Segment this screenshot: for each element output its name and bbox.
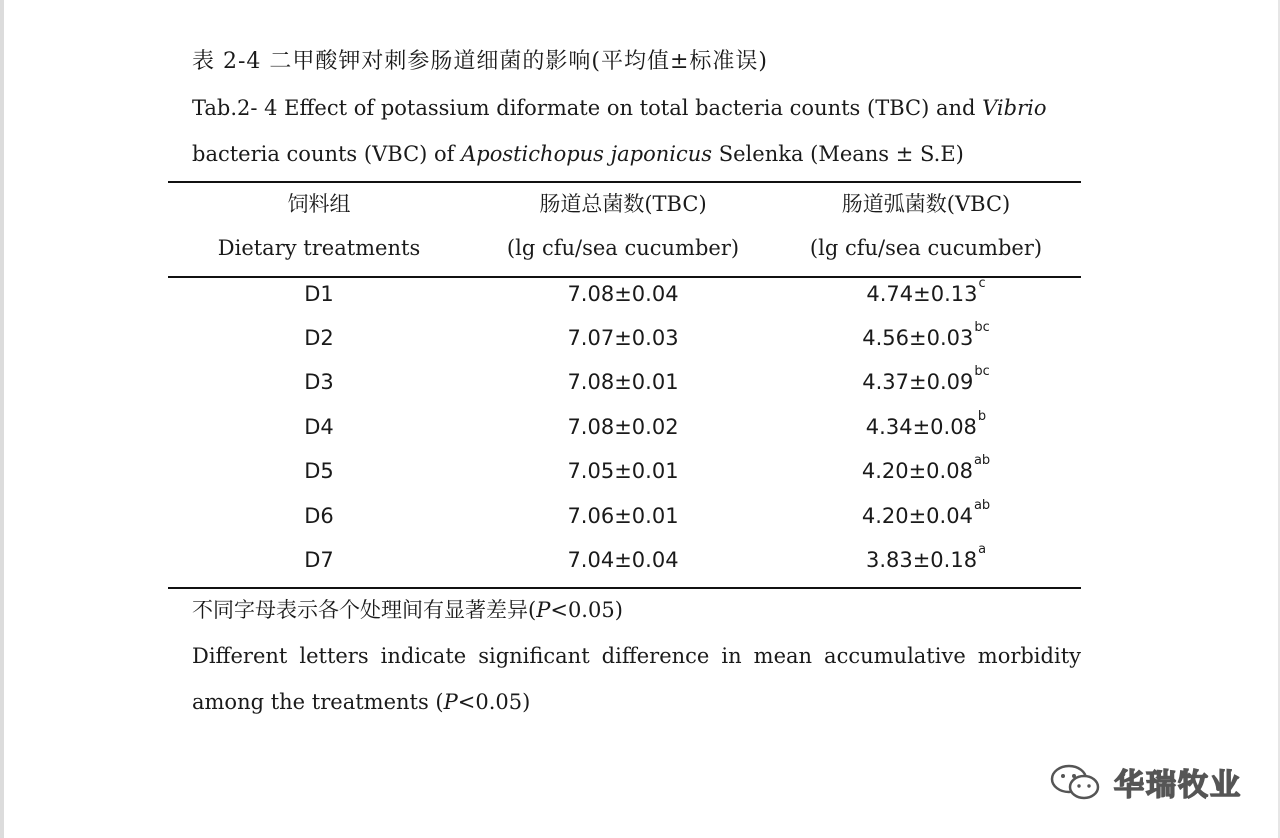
header-group-en: Dietary treatments: [217, 236, 421, 260]
group-cell: D5: [304, 459, 334, 483]
tbc-cell: 7.07±0.03: [567, 326, 679, 350]
table-title-chinese: 表 2-4 二甲酸钾对刺参肠道细菌的影响(平均值±标准误): [192, 49, 769, 74]
title-en-species: Apostichopus japonicus: [461, 142, 713, 166]
footnote-english-line2: [192, 690, 530, 714]
title-en-line2-suffix: Selenka (Means ± S.E): [712, 142, 964, 166]
vbc-value: 3.83±0.18: [865, 548, 978, 572]
vbc-value: 4.56±0.03: [862, 326, 974, 350]
vbc-cell: [866, 276, 986, 306]
group-cell: D6: [304, 504, 334, 528]
vbc-cell: [861, 498, 991, 528]
note-en-p: P: [443, 690, 458, 714]
watermark: [1046, 760, 1242, 804]
significance-letter: ab: [973, 498, 991, 513]
wechat-icon: [1046, 762, 1106, 802]
note-cn-prefix: 不同字母表示各个处理间有显著差异(: [192, 598, 537, 622]
table-bottom-rule: [168, 587, 1081, 589]
tbc-cell: 7.08±0.02: [567, 415, 679, 439]
group-cell: D1: [304, 282, 334, 306]
vbc-value: 4.74±0.13: [866, 282, 978, 306]
significance-letter: a: [978, 542, 987, 557]
group-cell: D7: [304, 548, 334, 572]
footnote-chinese: [192, 594, 623, 624]
note-cn-p: P: [536, 598, 551, 622]
tbc-cell: 7.08±0.04: [567, 282, 679, 306]
watermark-text: 华瑞牧业: [1114, 768, 1242, 803]
header-tbc-cn: 肠道总菌数(TBC): [539, 192, 707, 216]
significance-letter: c: [978, 276, 986, 291]
title-en-prefix: Tab.2- 4 Effect of potassium diformate on total bacteria counts (TBC) and: [192, 96, 983, 120]
title-en-line2-prefix: bacteria counts (VBC) of: [192, 142, 462, 166]
vbc-value: 4.37±0.09: [862, 370, 974, 394]
vbc-value: 4.20±0.04: [861, 504, 973, 528]
vbc-cell: [865, 409, 987, 439]
significance-letter: ab: [973, 453, 991, 468]
significance-letter: b: [977, 409, 987, 424]
footnote-english-line1: Different letters indicate significant difference in mean accumulative morbidity: [192, 644, 1081, 668]
table-title-english-line2: [192, 142, 964, 166]
header-tbc-en: (lg cfu/sea cucumber): [506, 236, 740, 260]
vbc-value: 4.34±0.08: [865, 415, 977, 439]
vbc-cell: [865, 542, 987, 572]
title-en-vibrio: Vibrio: [982, 96, 1047, 120]
group-cell: D4: [304, 415, 334, 439]
header-vbc-en: (lg cfu/sea cucumber): [809, 236, 1043, 260]
header-vbc-cn: 肠道弧菌数(VBC): [841, 192, 1011, 216]
table-header-rule: [168, 276, 1081, 278]
tbc-cell: 7.05±0.01: [567, 459, 679, 483]
significance-letter: bc: [974, 364, 990, 379]
tbc-cell: 7.08±0.01: [567, 370, 679, 394]
vbc-cell: [861, 453, 991, 483]
vbc-cell: [862, 320, 990, 350]
tbc-cell: 7.04±0.04: [567, 548, 679, 572]
note-en-suffix: <0.05): [457, 690, 531, 714]
group-cell: D3: [304, 370, 334, 394]
note-cn-suffix: <0.05): [550, 598, 623, 622]
table-top-rule: [168, 181, 1081, 183]
vbc-value: 4.20±0.08: [861, 459, 973, 483]
table-title-english-line1: [192, 96, 1046, 120]
note-en-prefix: among the treatments (: [192, 690, 444, 714]
significance-letter: bc: [974, 320, 990, 335]
header-group-cn: 饲料组: [287, 192, 351, 216]
vbc-cell: [862, 364, 990, 394]
tbc-cell: 7.06±0.01: [567, 504, 679, 528]
group-cell: D2: [304, 326, 334, 350]
